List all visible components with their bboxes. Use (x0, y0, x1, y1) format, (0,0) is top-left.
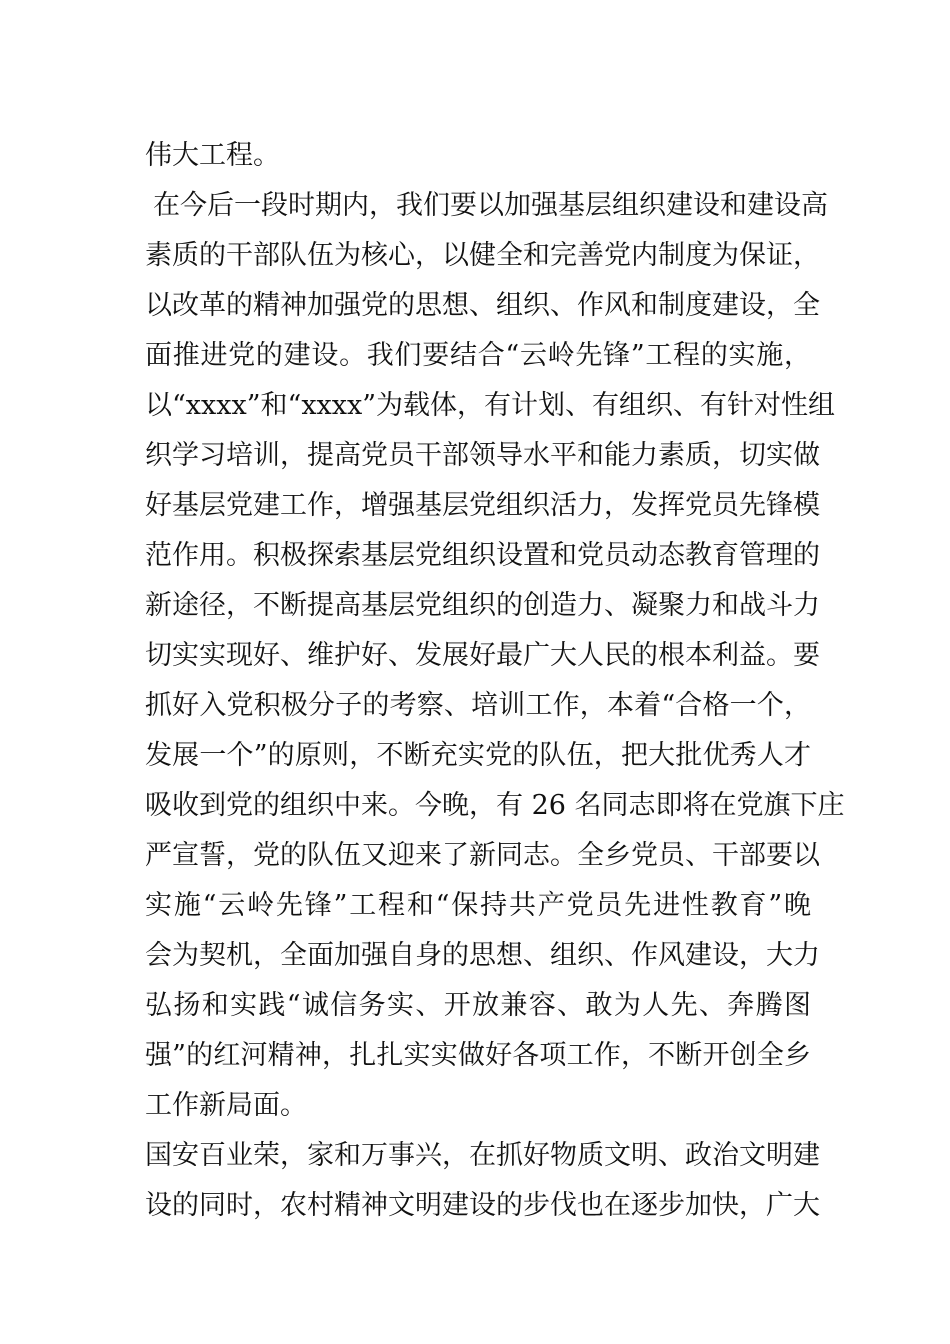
text-line: 切实实现好、维护好、发展好最广大人民的根本利益。要 (145, 640, 820, 671)
text-line: 国安百业荣，家和万事兴，在抓好物质文明、政治文明建 (145, 1140, 820, 1171)
text-line: 强”的红河精神，扎扎实实做好各项工作，不断开创全乡 (145, 1040, 811, 1071)
text-line: 以“xxxx”和“xxxx”为载体，有计划、有组织、有针对性组 (145, 390, 836, 421)
text-line: 范作用。积极探索基层党组织设置和党员动态教育管理的 (145, 540, 820, 571)
text-line: 吸收到党的组织中来。今晚，有 26 名同志即将在党旗下庄 (145, 790, 845, 821)
text-line: 好基层党建工作，增强基层党组织活力，发挥党员先锋模 (145, 490, 820, 521)
text-line: 工作新局面。 (145, 1090, 307, 1121)
text-line: 在今后一段时期内，我们要以加强基层组织建设和建设高 (153, 190, 828, 221)
text-line: 弘扬和实践“诚信务实、开放兼容、敢为人先、奔腾图 (145, 990, 811, 1021)
text-line: 素质的干部队伍为核心，以健全和完善党内制度为保证， (145, 240, 820, 271)
text-line: 严宣誓，党的队伍又迎来了新同志。全乡党员、干部要以 (145, 840, 820, 871)
text-line: 发展一个”的原则，不断充实党的队伍，把大批优秀人才 (145, 740, 811, 771)
text-line: 抓好入党积极分子的考察、培训工作，本着“合格一个， (145, 690, 811, 721)
text-line: 设的同时，农村精神文明建设的步伐也在逐步加快，广大 (145, 1190, 820, 1221)
text-line: 实施“云岭先锋”工程和“保持共产党员先进性教育”晚 (145, 890, 811, 921)
text-line: 新途径，不断提高基层党组织的创造力、凝聚力和战斗力 (145, 590, 820, 621)
document-body (145, 131, 845, 1231)
text-line: 伟大工程。 (145, 140, 280, 171)
text-line: 织学习培训，提高党员干部领导水平和能力素质，切实做 (145, 440, 820, 471)
text-line: 以改革的精神加强党的思想、组织、作风和制度建设，全 (145, 290, 820, 321)
text-line: 面推进党的建设。我们要结合“云岭先锋”工程的实施， (145, 340, 811, 371)
text-line: 会为契机，全面加强自身的思想、组织、作风建设，大力 (145, 940, 820, 971)
